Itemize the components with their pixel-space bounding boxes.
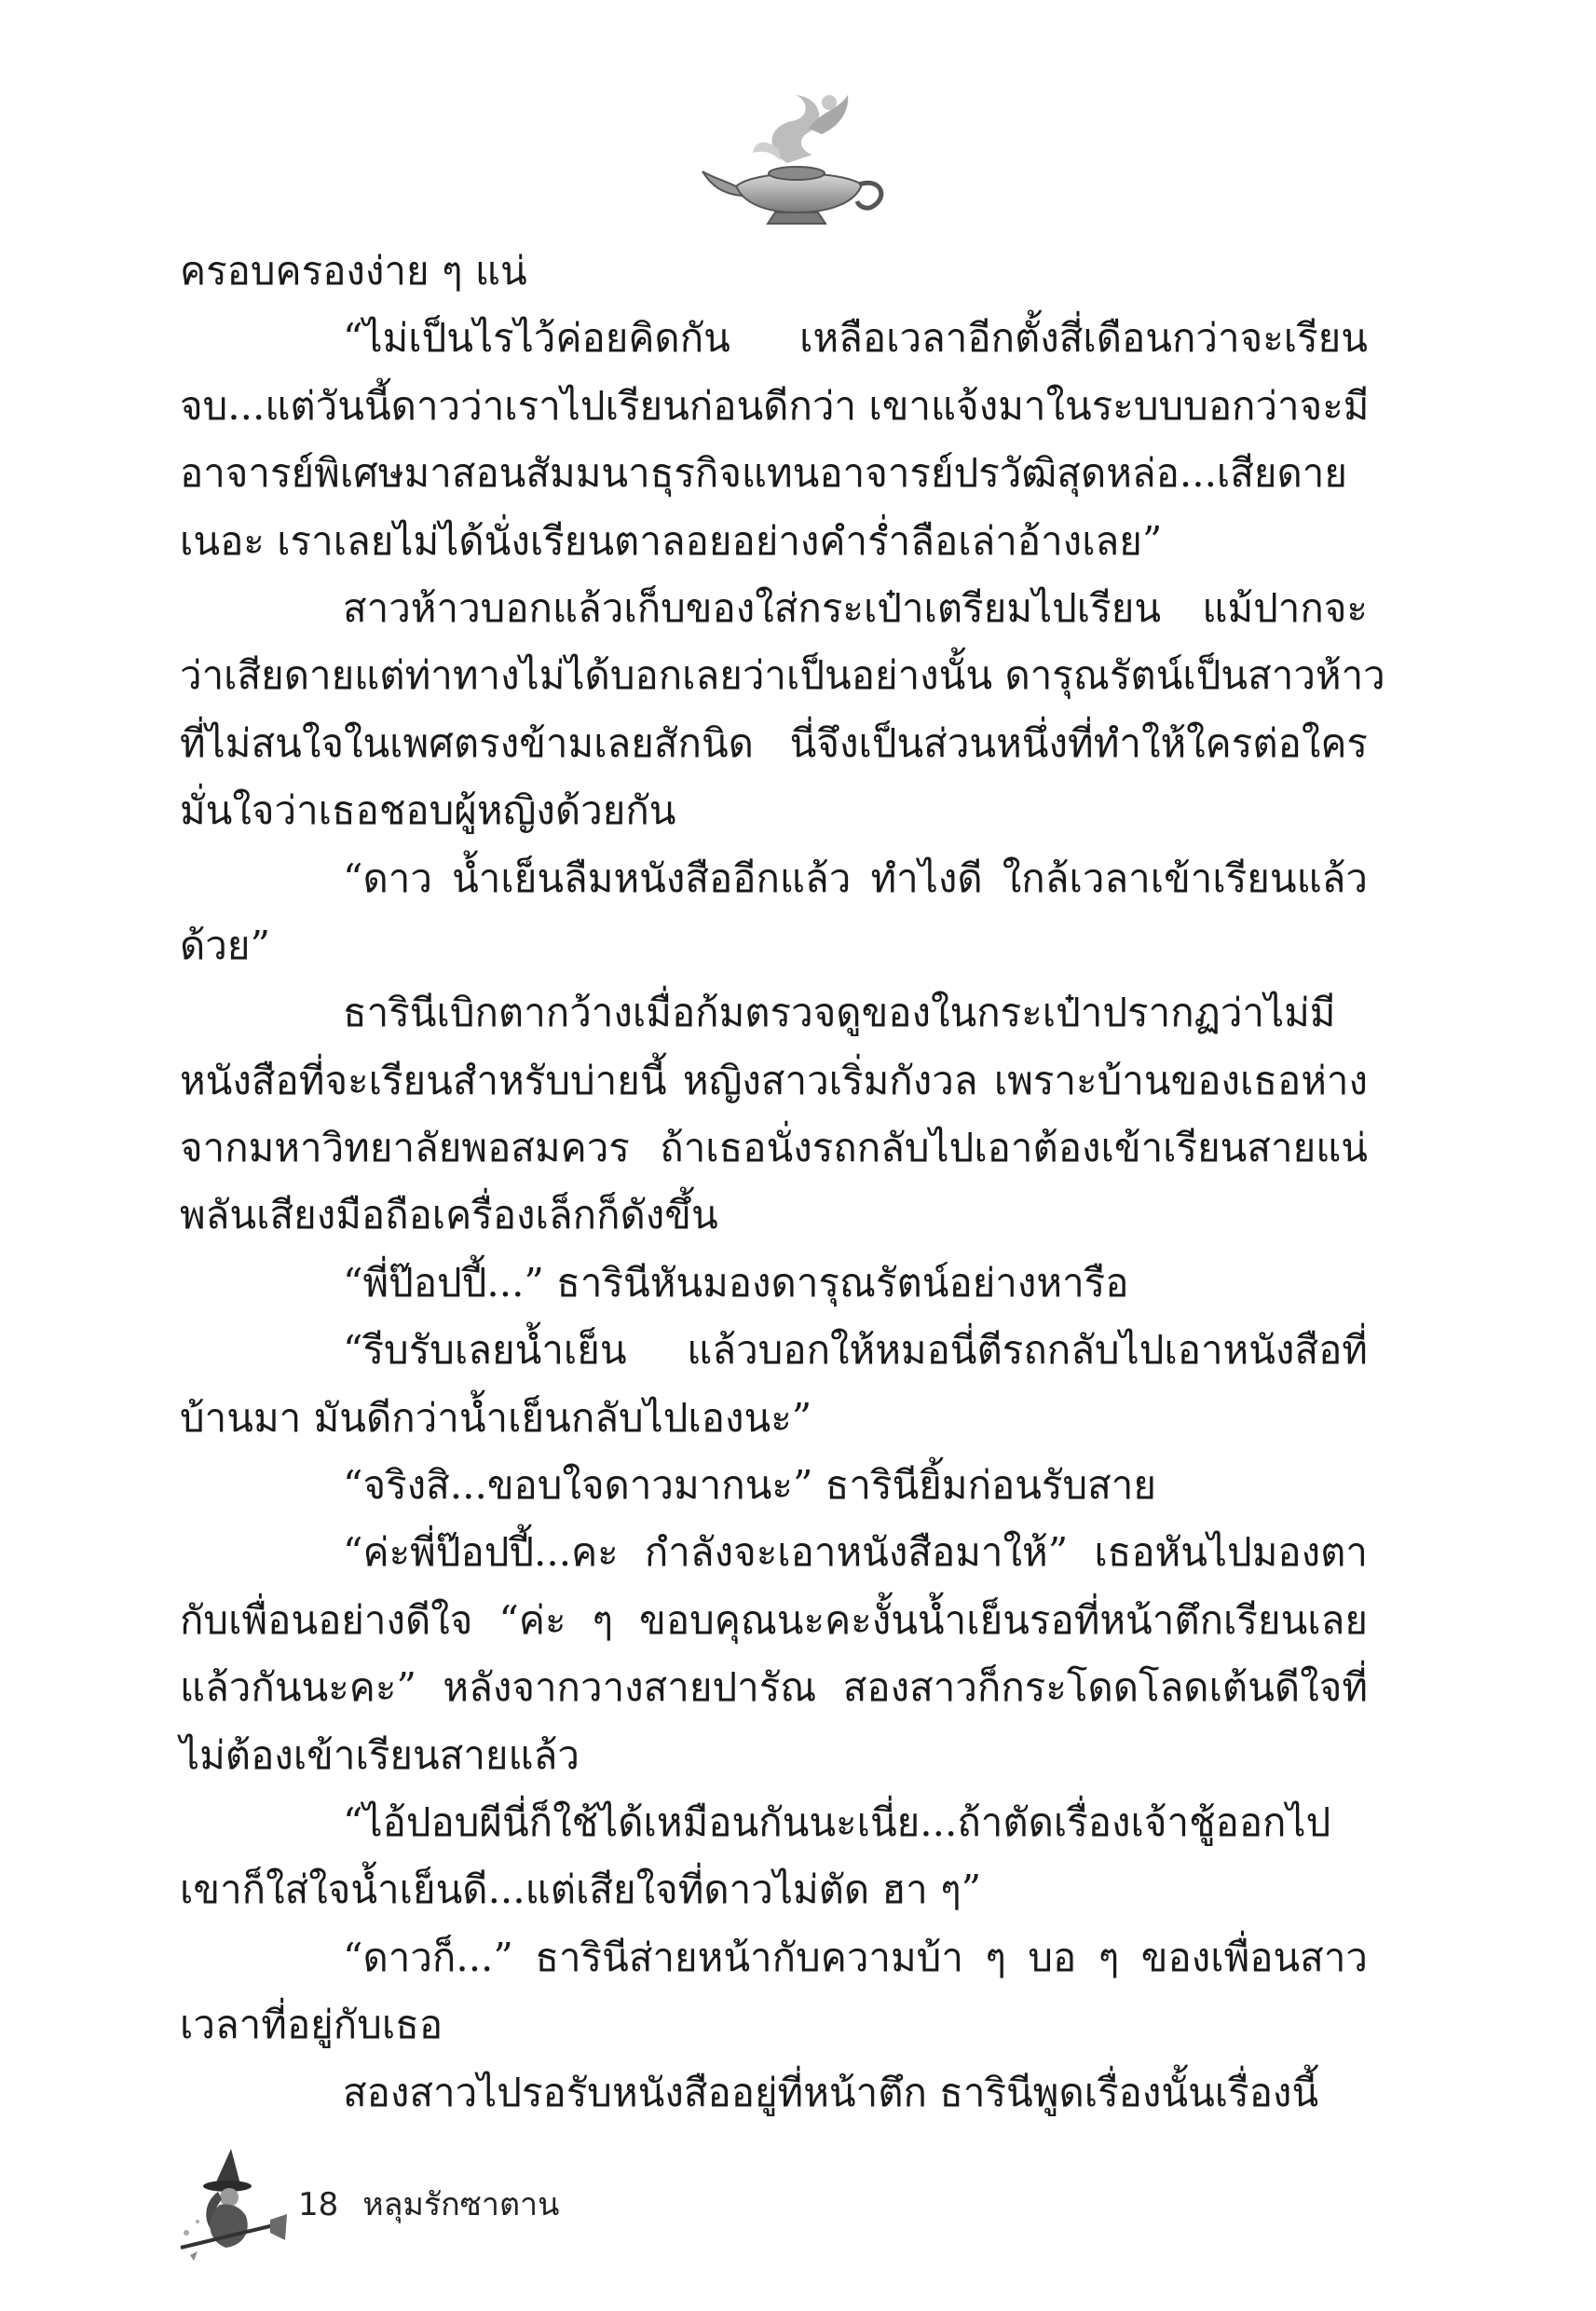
text-line: “ไม่เป็นไรไว้ค่อยคิดกัน เหลือเวลาอีกตั้งสี่เดือนกว่าจะเรียน (343, 315, 1368, 362)
genie-lamp-icon (699, 84, 894, 233)
text-line: เวลาที่อยู่กับเธอ (180, 2002, 443, 2048)
text-line: กับเพื่อนอย่างดีใจ “ค่ะ ๆ ขอบคุณนะคะงั้นน้ำเย็นรอที่หน้าตึกเรียนเลย (180, 1596, 1368, 1643)
text-line: “พี่ป๊อปปี้...” ธารินีหันมองดารุณรัตน์อย่างหารือ (343, 1259, 1129, 1306)
text-line: จากมหาวิทยาลัยพอสมควร ถ้าเธอนั่งรถกลับไปเอาต้องเข้าเรียนสายแน่ (180, 1125, 1368, 1171)
text-line: “ไอ้ปอบผีนี่ก็ใช้ได้เหมือนกันนะเนี่ย...ถ้าตัดเรื่องเจ้าชู้ออกไป (343, 1798, 1331, 1845)
text-line: “ค่ะพี่ป๊อปปี้...คะ กำลังจะเอาหนังสือมาให้” เธอหันไปมองตา (343, 1529, 1368, 1576)
text-line: หนังสือที่จะเรียนสำหรับบ่ายนี้ หญิงสาวเริ่มกังวล เพราะบ้านของเธอห่าง (180, 1057, 1368, 1103)
text-line: “จริงสิ...ขอบใจดาวมากนะ” ธารินียิ้มก่อนรับสาย (343, 1462, 1156, 1509)
text-line: อาจารย์พิเศษมาสอนสัมมนาธุรกิจแทนอาจารย์ปรวัฒิสุดหล่อ...เสียดาย (180, 450, 1347, 497)
text-line: พลันเสียงมือถือเครื่องเล็กก็ดังขึ้น (180, 1192, 718, 1238)
text-line: ไม่ต้องเข้าเรียนสายแล้ว (180, 1731, 580, 1778)
text-line: เขาก็ใส่ใจน้ำเย็นดี...แต่เสียใจที่ดาวไม่ตัด ฮา ๆ” (180, 1867, 982, 1913)
text-line: สองสาวไปรอรับหนังสืออยู่ที่หน้าตึก ธารินีพูดเรื่องนั้นเรื่องนี้ (343, 2069, 1319, 2115)
footer-text (298, 2179, 583, 2229)
text-line: “ดาว น้ำเย็นลืมหนังสืออีกแล้ว ทำไงดี ใกล้เวลาเข้าเรียนแล้ว (343, 855, 1368, 901)
body-text (180, 238, 1385, 2126)
text-line: จบ...แต่วันนี้ดาวว่าเราไปเรียนก่อนดีกว่า เขาแจ้งมาในระบบบอกว่าจะมี (180, 382, 1370, 429)
page-footer (177, 2143, 736, 2274)
text-line: แล้วกันนะคะ” หลังจากวางสายปารัณ สองสาวก็กระโดดโลดเต้นดีใจที่ (180, 1664, 1368, 1711)
text-line: ที่ไม่สนใจในเพศตรงข้ามเลยสักนิด นี่จึงเป็นส่วนหนึ่งที่ทำให้ใครต่อใคร (180, 719, 1368, 766)
book-title: หลุมรักซาตาน (362, 2186, 560, 2223)
page-number: 18 (298, 2186, 339, 2223)
text-line: สาวห้าวบอกแล้วเก็บของใส่กระเป๋าเตรียมไปเรียน แม้ปากจะ (343, 584, 1368, 631)
text-line: ธารินีเบิกตากว้างเมื่อก้มตรวจดูของในกระเป๋าปรากฏว่าไม่มี (343, 990, 1336, 1036)
text-line: “ดาวก็...” ธารินีส่ายหน้ากับความบ้า ๆ บอ ๆ ของเพื่อนสาว (343, 1934, 1368, 1980)
text-line: บ้านมา มันดีกว่าน้ำเย็นกลับไปเองนะ” (180, 1394, 812, 1441)
text-line: มั่นใจว่าเธอชอบผู้หญิงด้วยกัน (180, 787, 676, 834)
text-line: เนอะ เราเลยไม่ได้นั่งเรียนตาลอยอย่างคำร่ำลือเล่าอ้างเลย” (180, 517, 1163, 564)
text-line: ว่าเสียดายแต่ท่าทางไม่ได้บอกเลยว่าเป็นอย่างนั้น ดารุณรัตน์เป็นสาวห้าว (180, 652, 1385, 699)
text-line: ครอบครองง่าย ๆ แน่ (180, 248, 527, 294)
witch-on-broom-icon (177, 2143, 289, 2264)
text-line: ด้วย” (180, 922, 270, 968)
text-line: “รีบรับเลยน้ำเย็น แล้วบอกให้หมอนี่ตีรถกลับไปเอาหนังสือที่ (343, 1327, 1368, 1374)
